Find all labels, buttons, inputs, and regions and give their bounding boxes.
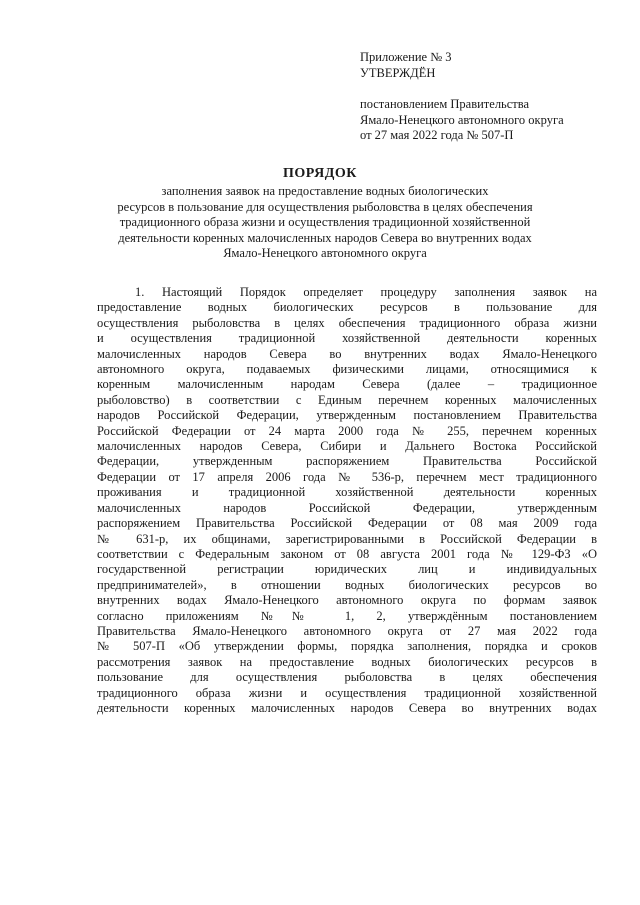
body-line: народов Российской Федерации, утвержденным постановлением Правительства — [97, 408, 597, 423]
body-line: деятельности коренных малочисленных народов Севера во внутренних водах — [97, 700, 597, 715]
body-line: коренным малочисленным народам Севера (далее – традиционное — [97, 377, 597, 392]
body-line: № 507-П «Об утверждении формы, порядка заполнения, порядка и сроков — [97, 639, 597, 654]
body-line: Федерации, утвержденным распоряжением Правительства Российской — [97, 454, 597, 469]
body-line: малочисленных народов Российской Федерации, утвержденным — [97, 500, 597, 515]
decree-line: постановлением Правительства — [360, 97, 530, 111]
subtitle-line: заполнения заявок на предоставление водных биологических — [161, 184, 489, 198]
subtitle-line: деятельности коренных малочисленных народов Севера во внутренних водах — [118, 230, 532, 245]
subtitle-line: ресурсов в пользование для осуществления рыболовства в целях обеспечения — [117, 199, 533, 214]
body-line: Российской Федерации от 24 марта 2000 года № 255, перечнем коренных — [97, 423, 597, 438]
body-line: Федерации от 17 апреля 2006 года № 536-р, перечнем мест традиционного — [97, 469, 597, 484]
body-line: рассмотрения заявок на предоставление водных биологических ресурсов в — [97, 654, 597, 669]
body-line: автономного округа, подаваемых физическими лицами, относящимися к — [97, 362, 597, 377]
body-line: согласно приложениям №№ 1, 2, утверждённым постановлением — [97, 608, 597, 623]
body-line: соответствии с Федеральным законом от 08 августа 2001 года № 129-ФЗ «О — [97, 546, 597, 561]
paragraph-1 — [97, 285, 597, 716]
approval-block — [360, 50, 564, 144]
decree-line: Ямало-Ненецкого автономного округа — [360, 112, 564, 127]
body-line: 1. Настоящий Порядок определяет процедуру заполнения заявок на — [135, 285, 597, 299]
body-line: государственной регистрации юридических лиц и индивидуальных — [97, 562, 597, 577]
decree-line: от 27 мая 2022 года № 507-П — [360, 128, 514, 142]
body-line: рыболовство) в соответствии с Единым перечнем коренных малочисленных — [97, 392, 597, 407]
body-line: предоставление водных биологических ресурсов в пользование для — [97, 300, 597, 315]
body-line: № 631-р, их общинами, зарегистрированными в Российской Федерации в — [97, 531, 597, 546]
appendix-number: Приложение № 3 — [360, 50, 452, 64]
body-line: малочисленных народов Севера во внутренних водах Ямало-Ненецкого — [97, 346, 597, 361]
body-line: проживания и традиционной хозяйственной деятельности коренных — [97, 485, 597, 500]
document-subtitle — [90, 184, 560, 262]
body-line: и осуществления традиционной хозяйственной деятельности коренных — [97, 331, 597, 346]
body-line: пользование для осуществления рыболовства в целях обеспечения — [97, 670, 597, 685]
body-line: традиционного образа жизни и осуществления традиционной хозяйственной — [97, 685, 597, 700]
subtitle-line: традиционного образа жизни и осуществления традиционной хозяйственной — [119, 215, 531, 229]
body-line: осуществления рыболовства в целях обеспечения традиционного образа жизни — [97, 315, 597, 330]
body-line: распоряжением Правительства Российской Федерации от 08 мая 2009 года — [97, 516, 597, 531]
body-line: внутренних водах Ямало-Ненецкого автономного округа по формам заявок — [97, 593, 597, 608]
body-line: предпринимателей», в отношении водных биологических ресурсов во — [97, 577, 597, 592]
body-line: Правительства Ямало-Ненецкого автономного округа от 27 мая 2022 года — [97, 623, 597, 638]
document-title: ПОРЯДОК — [283, 166, 357, 181]
body-line: малочисленных народов Севера, Сибири и Дальнего Востока Российской — [97, 439, 597, 454]
subtitle-line: Ямало-Ненецкого автономного округа — [223, 246, 427, 260]
approved-stamp-text: УТВЕРЖДЁН — [360, 65, 436, 80]
